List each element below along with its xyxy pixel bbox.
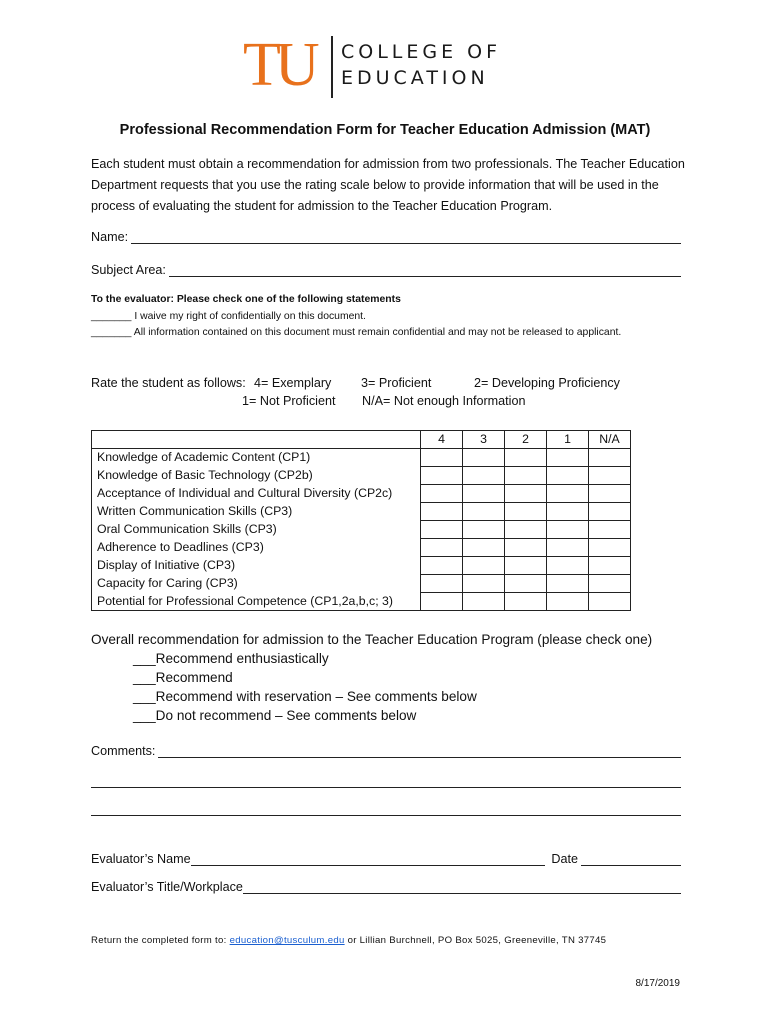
criterion-label: Potential for Professional Competence (CP1,2a,b,c; 3) <box>92 593 421 611</box>
rating-cell[interactable] <box>505 539 547 557</box>
rating-cell[interactable] <box>547 575 589 593</box>
comments-field[interactable] <box>91 744 681 758</box>
comments-label: Comments: <box>91 744 156 758</box>
rating-cell[interactable] <box>505 557 547 575</box>
header-blank <box>92 431 421 449</box>
rating-cell[interactable] <box>421 575 463 593</box>
rating-cell[interactable] <box>505 575 547 593</box>
table-row <box>92 557 631 575</box>
rating-cell[interactable] <box>463 485 505 503</box>
rating-cell[interactable] <box>547 539 589 557</box>
table-row <box>92 593 631 611</box>
evaluator-title-field[interactable] <box>91 880 681 894</box>
rating-cell[interactable] <box>421 449 463 467</box>
evaluator-title-line[interactable] <box>243 880 681 894</box>
logo-mark: TU <box>243 31 314 99</box>
rating-cell[interactable] <box>505 503 547 521</box>
document-date: 8/17/2019 <box>635 978 680 989</box>
logo-line-1: COLLEGE OF <box>341 41 502 63</box>
waive-statement[interactable]: _______ I waive my right of confidentially on this document. <box>91 310 366 322</box>
option-recommend[interactable]: ___Recommend <box>133 670 233 685</box>
return-instructions <box>91 935 606 946</box>
criterion-label: Acceptance of Individual and Cultural Diversity (CP2c) <box>92 485 421 503</box>
rating-cell[interactable] <box>547 449 589 467</box>
rating-scale-lead: Rate the student as follows: <box>91 376 246 390</box>
name-line[interactable] <box>131 230 681 244</box>
rating-cell[interactable] <box>463 449 505 467</box>
table-row <box>92 485 631 503</box>
criterion-label: Knowledge of Academic Content (CP1) <box>92 449 421 467</box>
criterion-label: Display of Initiative (CP3) <box>92 557 421 575</box>
evaluator-title-label: Evaluator’s Title/Workplace <box>91 880 243 894</box>
form-title: Professional Recommendation Form for Teacher Education Admission (MAT) <box>119 122 651 138</box>
table-row <box>92 575 631 593</box>
scale-3: 3= Proficient <box>361 376 432 390</box>
criterion-label: Knowledge of Basic Technology (CP2b) <box>92 467 421 485</box>
intro-paragraph: Each student must obtain a recommendation for admission from two professionals. The Teacher Education Department requests that you use the rating scale below to provide information that will be used in the process of evaluating the student for admission to the Teacher Education Program. <box>91 157 685 213</box>
rating-cell[interactable] <box>463 593 505 611</box>
rating-cell[interactable] <box>589 485 631 503</box>
date-label: Date <box>551 852 578 866</box>
rating-cell[interactable] <box>589 521 631 539</box>
comments-line-1[interactable] <box>158 744 681 758</box>
rating-cell[interactable] <box>505 485 547 503</box>
evaluator-name-field[interactable] <box>91 852 681 866</box>
date-line[interactable] <box>581 852 681 866</box>
scale-1: 1= Not Proficient <box>242 394 336 408</box>
table-row <box>92 503 631 521</box>
option-not-recommend[interactable]: ___Do not recommend – See comments below <box>133 708 417 723</box>
rating-cell[interactable] <box>589 593 631 611</box>
table-row <box>92 449 631 467</box>
rating-cell[interactable] <box>463 539 505 557</box>
rating-cell[interactable] <box>547 557 589 575</box>
criterion-label: Capacity for Caring (CP3) <box>92 575 421 593</box>
subject-area-line[interactable] <box>169 263 681 277</box>
header-3: 3 <box>463 431 505 449</box>
rating-cell[interactable] <box>421 557 463 575</box>
rating-cell[interactable] <box>505 467 547 485</box>
footer-prefix: Return the completed form to: <box>91 935 227 946</box>
criterion-label: Adherence to Deadlines (CP3) <box>92 539 421 557</box>
option-reservation[interactable]: ___Recommend with reservation – See comments below <box>133 689 477 704</box>
logo-divider <box>331 36 333 98</box>
rating-cell[interactable] <box>421 521 463 539</box>
scale-na: N/A= Not enough Information <box>362 394 526 408</box>
rating-table <box>91 430 631 611</box>
rating-table-header <box>92 431 631 449</box>
confidential-statement[interactable]: _______ All information contained on this document must remain confidential and may not be released to applicant. <box>91 327 622 338</box>
footer-suffix: or Lillian Burchnell, PO Box 5025, Greeneville, TN 37745 <box>347 935 607 946</box>
rating-cell[interactable] <box>463 467 505 485</box>
subject-area-label: Subject Area: <box>91 263 166 277</box>
table-row <box>92 539 631 557</box>
rating-cell[interactable] <box>547 467 589 485</box>
evaluator-name-label: Evaluator’s Name <box>91 852 191 866</box>
criterion-label: Oral Communication Skills (CP3) <box>92 521 421 539</box>
rating-cell[interactable] <box>547 521 589 539</box>
scale-2: 2= Developing Proficiency <box>474 376 620 390</box>
logo-line-2: EDUCATION <box>341 67 489 89</box>
comments-line-2[interactable] <box>91 787 681 788</box>
criterion-label: Written Communication Skills (CP3) <box>92 503 421 521</box>
rating-cell[interactable] <box>505 449 547 467</box>
rating-cell[interactable] <box>589 575 631 593</box>
overall-heading: Overall recommendation for admission to the Teacher Education Program (please check one) <box>91 632 653 647</box>
table-row <box>92 467 631 485</box>
rating-cell[interactable] <box>547 485 589 503</box>
rating-cell[interactable] <box>589 503 631 521</box>
comments-line-3[interactable] <box>91 815 681 816</box>
rating-cell[interactable] <box>589 467 631 485</box>
rating-cell[interactable] <box>463 503 505 521</box>
subject-area-field[interactable] <box>91 263 681 277</box>
rating-cell[interactable] <box>547 593 589 611</box>
rating-cell[interactable] <box>589 539 631 557</box>
name-label: Name: <box>91 230 129 244</box>
table-row <box>92 521 631 539</box>
rating-cell[interactable] <box>547 503 589 521</box>
header-4: 4 <box>421 431 463 449</box>
rating-cell[interactable] <box>421 539 463 557</box>
rating-cell[interactable] <box>421 485 463 503</box>
rating-cell[interactable] <box>463 575 505 593</box>
header-1: 1 <box>547 431 589 449</box>
option-enthusiastic[interactable]: ___Recommend enthusiastically <box>133 651 329 666</box>
rating-cell[interactable] <box>421 503 463 521</box>
rating-cell[interactable] <box>463 521 505 539</box>
rating-cell[interactable] <box>505 593 547 611</box>
evaluator-name-line[interactable] <box>191 852 546 866</box>
rating-cell[interactable] <box>463 557 505 575</box>
rating-cell[interactable] <box>589 557 631 575</box>
header-2: 2 <box>505 431 547 449</box>
rating-cell[interactable] <box>421 467 463 485</box>
college-logo <box>243 31 533 99</box>
evaluator-heading: To the evaluator: Please check one of the following statements <box>91 294 401 305</box>
name-field[interactable] <box>91 230 681 244</box>
evaluator-statements <box>91 292 671 342</box>
header-na: N/A <box>589 431 631 449</box>
email-link[interactable]: education@tusculum.edu <box>229 935 345 946</box>
rating-cell[interactable] <box>421 593 463 611</box>
rating-cell[interactable] <box>505 521 547 539</box>
rating-cell[interactable] <box>589 449 631 467</box>
scale-4: 4= Exemplary <box>254 376 332 390</box>
